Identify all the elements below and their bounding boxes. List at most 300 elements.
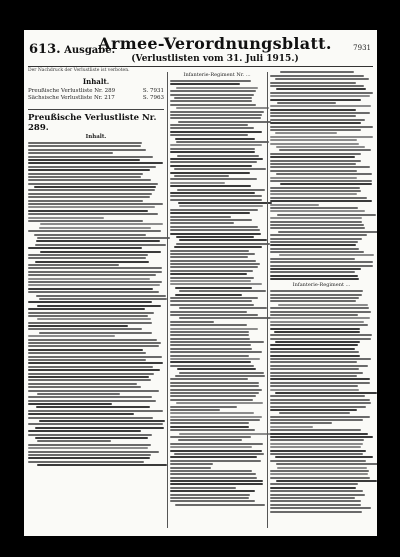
text-line [170, 487, 236, 489]
text-line [28, 400, 156, 402]
text-line [28, 149, 146, 151]
text-line [270, 177, 357, 179]
text-line [28, 230, 161, 232]
text-line [170, 90, 256, 92]
text-line [170, 266, 258, 268]
text-line [28, 210, 148, 212]
text-line [279, 412, 350, 414]
text-line [28, 145, 141, 147]
text-line [37, 318, 151, 320]
text-line [170, 131, 262, 133]
text-line [170, 270, 253, 272]
text-line [28, 288, 153, 290]
text-line [270, 402, 371, 404]
text-line [174, 97, 252, 99]
text-line [170, 450, 262, 452]
text-line [270, 217, 362, 219]
column-divider [167, 72, 168, 528]
text-line [28, 267, 162, 269]
text-line [28, 390, 159, 392]
text-line [28, 430, 141, 432]
text-line [39, 227, 151, 229]
text-line [28, 278, 150, 280]
text-line [270, 290, 363, 292]
text-line [274, 331, 360, 333]
text-line [28, 166, 156, 168]
text-line [34, 234, 146, 236]
text-line [270, 126, 373, 128]
text-line [39, 420, 166, 422]
text-line [170, 331, 249, 333]
text-line [170, 273, 247, 275]
text-line [270, 314, 358, 316]
text-line [270, 156, 355, 158]
text-line [270, 511, 362, 513]
text-line [170, 456, 257, 458]
text-line [170, 361, 251, 363]
page-subtitle: (Verlustlisten vom 31. Juli 1915.) [131, 54, 299, 64]
text-line [175, 375, 265, 377]
text-line [170, 127, 254, 129]
text-line [28, 274, 156, 276]
text-line [170, 429, 255, 431]
text-line [28, 349, 143, 351]
text-line [174, 453, 264, 455]
text-line [28, 200, 143, 202]
text-line [270, 129, 361, 131]
text-line [28, 447, 148, 449]
text-line [277, 102, 336, 104]
text-line [177, 189, 265, 191]
text-line [170, 192, 255, 194]
text-line [28, 342, 161, 344]
text-line [37, 440, 111, 442]
text-line [170, 392, 259, 394]
text-line [270, 328, 360, 330]
text-line [28, 271, 162, 273]
text-line [28, 339, 157, 341]
text-line [270, 244, 356, 246]
text-line [28, 423, 163, 425]
text-line [270, 368, 359, 370]
text-line [270, 193, 357, 195]
text-line [270, 317, 370, 319]
text-line [28, 142, 142, 144]
text-line [37, 464, 167, 466]
text-line [28, 328, 142, 330]
text-line [275, 392, 377, 394]
text-line [270, 180, 372, 182]
text-line [270, 248, 359, 250]
text-line [270, 187, 360, 189]
text-line [279, 254, 374, 256]
text-line [170, 321, 214, 323]
text-line [170, 477, 257, 479]
text-line [28, 308, 145, 310]
text-line [28, 213, 158, 215]
text-line [177, 368, 256, 370]
middle-column-heading: Infanterie-Regiment Nr. ... [183, 72, 251, 78]
text-line [175, 294, 242, 296]
text-line [278, 304, 367, 306]
text-line [176, 243, 269, 245]
text-line [170, 351, 262, 353]
text-line [37, 237, 169, 239]
text-line [270, 160, 361, 162]
text-line [270, 166, 370, 168]
text-line [270, 348, 355, 350]
text-line [28, 345, 159, 347]
text-line [170, 209, 258, 211]
text-line [170, 324, 247, 326]
text-line [28, 373, 154, 375]
text-line [176, 87, 258, 89]
text-line [170, 229, 260, 231]
text-line [170, 195, 262, 197]
text-line [270, 494, 365, 496]
text-line [28, 376, 149, 378]
text-line [28, 352, 146, 354]
section-heading: Infanterie-Regiment ... [292, 282, 351, 289]
text-line [170, 260, 256, 262]
text-line [174, 175, 229, 177]
text-line [270, 99, 361, 101]
text-line [28, 325, 128, 327]
text-line [270, 307, 369, 309]
text-line [270, 490, 363, 492]
text-line [28, 362, 163, 364]
text-line [28, 451, 159, 453]
text-line [170, 134, 248, 136]
page-number: 7931 [353, 44, 371, 52]
text-line [37, 393, 120, 395]
text-line [170, 328, 258, 330]
text-line [170, 385, 259, 387]
text-line [170, 80, 251, 82]
text-line [28, 379, 151, 381]
text-line [270, 227, 365, 229]
text-line [170, 158, 263, 160]
text-line [170, 470, 252, 472]
text-line [170, 480, 263, 482]
text-line [270, 504, 361, 506]
text-line [270, 75, 364, 77]
header-rule [28, 66, 373, 67]
text-line [275, 78, 369, 80]
middle-text-block [170, 80, 264, 506]
left-text-block [28, 142, 164, 466]
text-line [39, 332, 151, 334]
text-line [28, 457, 150, 459]
text-line [270, 378, 370, 380]
text-line [270, 258, 355, 260]
text-line [170, 233, 261, 235]
text-line [270, 399, 370, 401]
text-line [28, 193, 152, 195]
text-line [270, 234, 367, 236]
text-line [28, 183, 158, 185]
text-line [28, 176, 141, 178]
text-line [270, 419, 363, 421]
text-line [170, 151, 255, 153]
text-line [170, 226, 258, 228]
text-line [270, 204, 319, 206]
text-line [175, 287, 253, 289]
text-line [270, 119, 365, 121]
text-line [37, 305, 161, 307]
text-line [270, 429, 361, 431]
text-line [270, 112, 370, 114]
text-line [174, 168, 266, 170]
list-title: Preußische Verlustliste Nr. 289. [28, 109, 164, 133]
text-line [170, 490, 255, 492]
text-line [170, 216, 231, 218]
text-line [276, 173, 371, 175]
text-line [270, 275, 358, 277]
text-line [270, 344, 358, 346]
text-line [270, 261, 373, 263]
issue-number: 613. Ausgabe. [29, 42, 116, 57]
text-line [28, 264, 119, 266]
text-line [276, 146, 365, 148]
text-line [170, 263, 260, 265]
text-line [170, 219, 252, 221]
text-line [28, 281, 162, 283]
text-line [35, 244, 166, 246]
text-line [28, 454, 151, 456]
text-line [176, 402, 263, 404]
text-line [28, 444, 151, 446]
text-line [279, 149, 371, 151]
text-line [270, 153, 361, 155]
text-line [170, 83, 240, 85]
text-line [280, 183, 372, 185]
text-line [35, 427, 164, 429]
text-line [275, 341, 359, 343]
text-line [270, 460, 366, 462]
text-line [170, 256, 248, 258]
text-line [28, 417, 153, 419]
text-line [170, 297, 258, 299]
text-line [270, 382, 370, 384]
text-line [270, 409, 357, 411]
text-line [176, 141, 268, 143]
text-line [270, 375, 357, 377]
text-line [270, 210, 365, 212]
text-line [28, 206, 155, 208]
text-line [28, 335, 115, 337]
text-line [170, 500, 255, 502]
text-line [275, 456, 374, 458]
text-line [179, 205, 263, 207]
text-line [270, 190, 361, 192]
text-line [270, 365, 368, 367]
text-line [270, 436, 373, 438]
text-line [270, 446, 361, 448]
text-line [170, 412, 254, 414]
text-line [40, 223, 163, 225]
text-line [270, 324, 368, 326]
text-line [28, 257, 146, 259]
text-line [170, 161, 257, 163]
text-line [170, 111, 264, 113]
text-line [170, 199, 262, 201]
text-line [170, 222, 234, 224]
text-line [170, 409, 220, 411]
text-line [170, 334, 249, 336]
text-line [178, 121, 270, 123]
text-line [170, 100, 252, 102]
text-line [275, 132, 337, 134]
contents-heading: Inhalt. [82, 77, 110, 86]
text-line [28, 356, 162, 358]
text-line [170, 467, 211, 469]
text-line [270, 470, 369, 472]
text-line [270, 221, 362, 223]
text-line [270, 477, 370, 479]
text-line [170, 341, 264, 343]
text-line [170, 422, 249, 424]
text-line [270, 426, 313, 428]
text-line [170, 185, 251, 187]
text-line [28, 247, 142, 249]
list-subtitle: Inhalt. [85, 134, 107, 140]
text-line [270, 507, 371, 509]
text-line [270, 355, 360, 357]
text-line [170, 280, 251, 282]
text-line [170, 348, 252, 350]
text-line [170, 117, 261, 119]
text-line [270, 294, 362, 296]
text-line [170, 114, 262, 116]
text-line [179, 317, 272, 319]
text-line [36, 295, 165, 297]
text-line [28, 159, 140, 161]
text-line [280, 71, 354, 73]
text-line [270, 115, 356, 117]
text-line [28, 189, 155, 191]
text-line [170, 314, 258, 316]
text-line [179, 372, 264, 374]
text-line [28, 220, 143, 222]
text-line [270, 268, 361, 270]
text-line [270, 443, 363, 445]
text-line [270, 95, 370, 97]
text-line [175, 138, 255, 140]
text-line [170, 399, 253, 401]
text-line [270, 395, 365, 397]
text-line [36, 240, 159, 242]
text-line [270, 92, 373, 94]
text-line [270, 334, 372, 336]
text-line [170, 443, 263, 445]
text-line [270, 278, 359, 280]
text-line [170, 463, 213, 465]
text-line [277, 214, 376, 216]
text-line [28, 312, 154, 314]
text-line [270, 311, 371, 313]
text-line [270, 143, 359, 145]
text-line [170, 497, 249, 499]
text-line [170, 344, 251, 346]
text-line [276, 88, 366, 90]
text-line [170, 144, 262, 146]
text-line [170, 494, 250, 496]
text-line [270, 251, 364, 253]
text-line [179, 433, 272, 435]
text-line [170, 250, 249, 252]
text-line [170, 182, 225, 184]
text-line [178, 439, 242, 441]
text-line [170, 124, 248, 126]
text-line [28, 254, 148, 256]
text-line [170, 426, 249, 428]
text-line [170, 94, 254, 96]
text-line [270, 450, 366, 452]
text-line [270, 82, 356, 84]
text-line [170, 395, 256, 397]
text-line [28, 410, 163, 412]
text-line [170, 365, 254, 367]
text-line [170, 389, 262, 391]
newspaper-page [24, 30, 377, 536]
contents-row: Sächsische Verlustliste Nr. 217 S. 7963 [28, 95, 164, 101]
text-line [270, 170, 357, 172]
text-line [28, 217, 104, 219]
text-line [170, 460, 261, 462]
text-line [170, 416, 262, 418]
column-divider [267, 72, 268, 528]
text-line [28, 152, 113, 154]
text-line [276, 480, 377, 482]
text-line [170, 300, 252, 302]
text-line [270, 271, 355, 273]
text-line [270, 109, 356, 111]
text-line [170, 253, 255, 255]
text-line [270, 265, 373, 267]
text-line [270, 422, 332, 424]
text-line [270, 433, 368, 435]
right-column [270, 70, 373, 530]
text-line [270, 321, 364, 323]
text-line [270, 497, 355, 499]
text-line [270, 200, 372, 202]
text-line [170, 473, 256, 475]
text-line [28, 369, 160, 371]
text-line [28, 284, 160, 286]
text-line [270, 389, 359, 391]
text-line [28, 169, 150, 171]
reprint-note: Der Nachdruck der Verlustliste ist verboten. [28, 68, 130, 73]
text-line [270, 372, 363, 374]
text-line [270, 439, 364, 441]
text-line [28, 173, 143, 175]
text-line [40, 251, 162, 253]
text-line [170, 178, 257, 180]
text-line [35, 261, 149, 263]
text-line [170, 382, 259, 384]
text-line [179, 239, 267, 241]
text-line [170, 148, 255, 150]
text-line [270, 406, 366, 408]
text-line [170, 165, 252, 167]
text-line [175, 504, 265, 506]
text-line [270, 385, 358, 387]
text-line [28, 386, 141, 388]
text-line [270, 300, 356, 302]
text-line [170, 172, 250, 174]
text-line [270, 139, 357, 141]
